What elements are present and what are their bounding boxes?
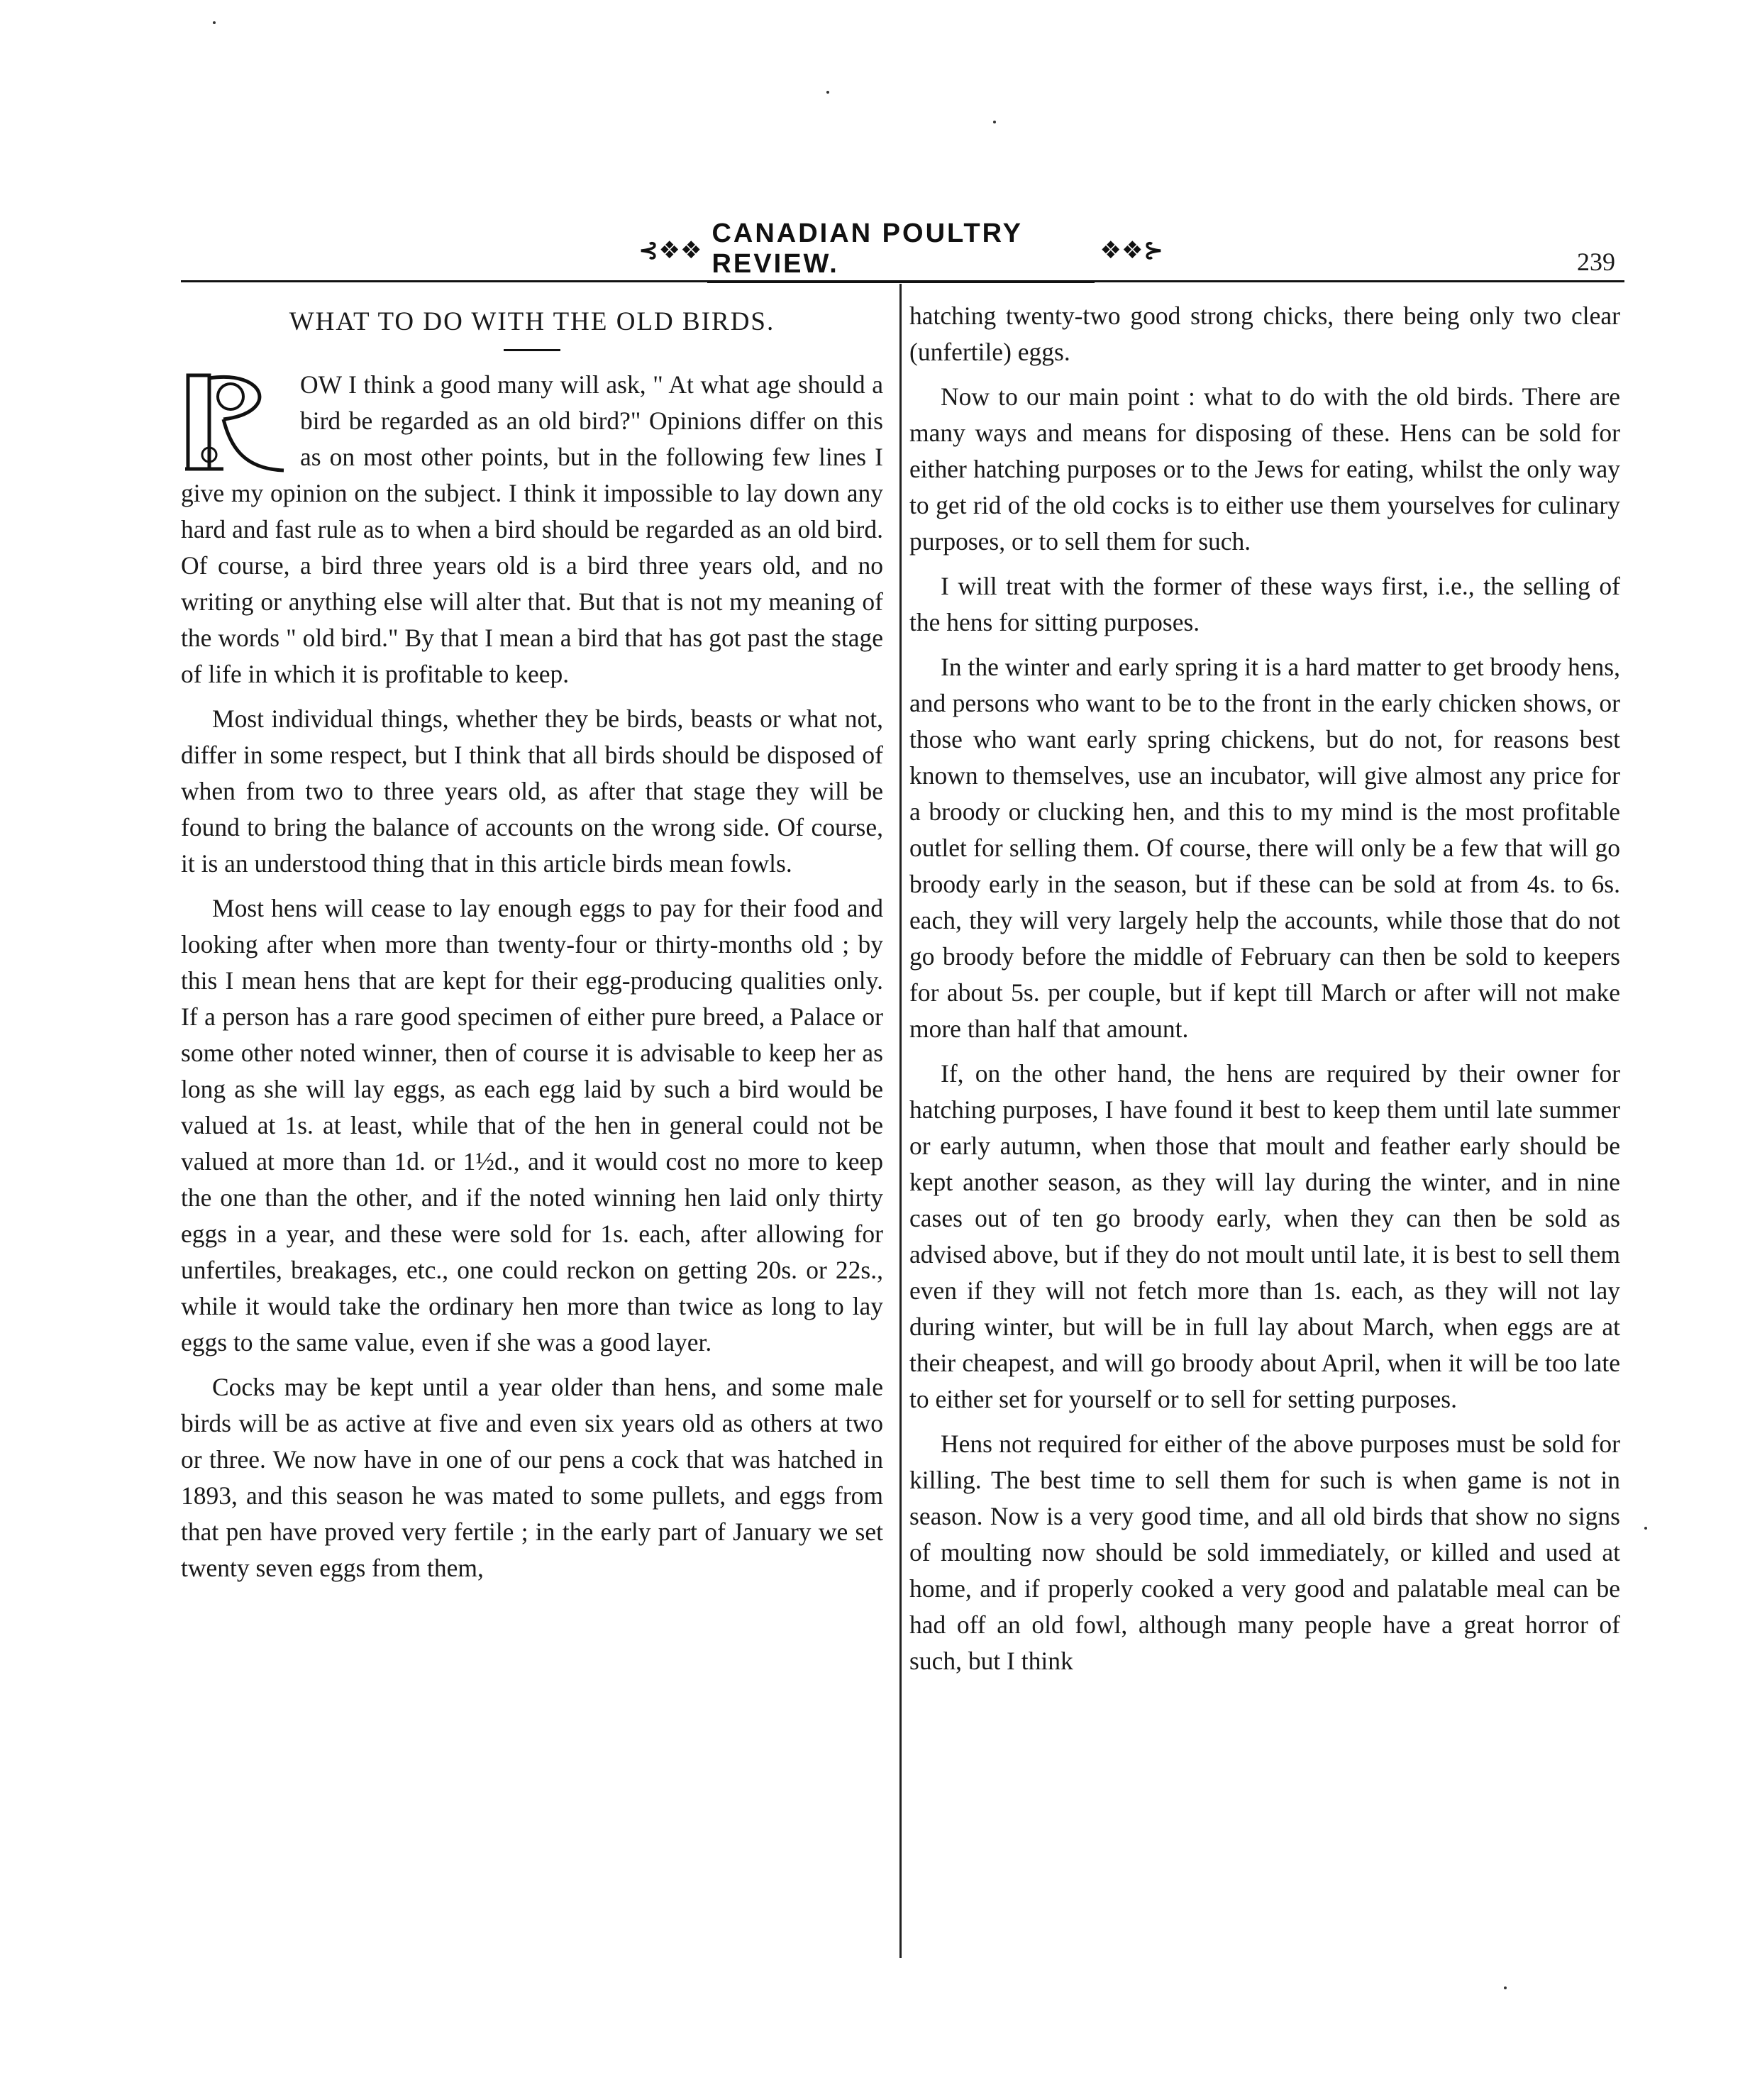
article-paragraph: In the winter and early spring it is a hard matter to get broody hens, and persons who want to be to the front in the early chicken shows, or those who want early spring chickens, but do not, for reasons best known to themselves, use an incubator, will give almost any price for a broody or clucking hen, and this to my mind is the most profitable outlet for selling them. Of course, there will only be a few that will go broody early in the season, but if these can be sold at from 4s. to 6s. each, they will very largely help the accounts, while those that do not go broody before the middle of February can then be sold to keepers for about 5s. per couple, but if kept till March or after will not make more than half that amount. <box>909 653 1620 1043</box>
print-speck <box>1644 1527 1647 1530</box>
masthead <box>638 218 1163 279</box>
print-speck <box>1504 1986 1507 1989</box>
masthead-title: CANADIAN POULTRY REVIEW. <box>707 219 1094 283</box>
article-paragraph: Now to our main point : what to do with the old birds. There are many ways and means for disposing of these. Hens can be sold for either hatching purposes or to the Jews for eating, whilst the only way to get rid of the old cocks is to either use them yourselves for culinary purposes, or to sell them for such. <box>909 382 1620 556</box>
heading-rule <box>504 349 560 351</box>
ornate-letter-icon <box>181 370 287 475</box>
print-speck <box>826 91 829 94</box>
print-speck <box>993 121 996 123</box>
right-column <box>909 298 1620 1688</box>
masthead-ornament-left: ⊰❖❖ <box>638 237 702 264</box>
column-divider <box>899 284 902 1958</box>
article-heading: WHAT TO DO WITH THE OLD BIRDS. <box>289 307 775 336</box>
article-paragraph: hatching twenty-two good strong chicks, there being only two clear (unfertile) eggs. <box>909 302 1620 366</box>
article-paragraph: Most individual things, whether they be birds, beasts or what not, differ in some respect, but I think that all birds should be disposed of when from two to three years old, as after that stage they will be found to bring the balance of accounts on the wrong side. Of course, it is an understood thing that in this article birds mean fowls. <box>181 704 883 878</box>
article-paragraph: If, on the other hand, the hens are required by their owner for hatching purposes, I have found it best to keep them until late summer or early autumn, when those that moult and feather early should be kept another season, as they will lay during the winter, and in nine cases out of ten go broody early, when they can then be sold as advised above, but if they do not moult until late, it is best to sell them even if they will not fetch more than 1s. each, as they will not lay during winter, but will be in full lay about March, when eggs are at their cheapest, and will go broody about April, when it will be too late to either set for yourself or to sell for setting purposes. <box>909 1059 1620 1413</box>
article-paragraph <box>181 367 883 692</box>
page-number: 239 <box>1577 248 1615 276</box>
article-paragraph: Most hens will cease to lay enough eggs to pay for their food and looking after when more than twenty-four or thirty-months old ; by this I mean hens that are kept for their egg-producing qualities only. If a person has a rare good specimen of either pure breed, a Palace or some other noted winner, then of course it is advisable to keep her as long as she will lay eggs, as each egg laid by such a bird would be valued at 1s. at least, while that of the hen in general could not be valued at more than 1d. or 1½d., and it would cost no more to keep the one than the other, and if the noted winning hen laid only thirty eggs in a year, and these were sold for 1s. each, after allowing for unfertiles, breakages, etc., one could reckon on getting 20s. or 22s., while it would take the ordinary hen more than twice as long to lay eggs to the same value, even if she was a good layer. <box>181 894 883 1356</box>
article-paragraph: Hens not required for either of the above purposes must be sold for killing. The best time to sell them for such is when game is not in season. Now is a very good time, and all old birds that show no signs of moulting now should be sold immediately, or killed and used at home, and if properly cooked a very good and palatable meal can be had off an old fowl, although many people have a great horror of such, but I think <box>909 1430 1620 1675</box>
drop-cap-ornament <box>181 370 287 475</box>
header-rule <box>181 280 1624 282</box>
article-paragraph: Cocks may be kept until a year older than hens, and some male birds will be as active at five and even six years old as others at two or three. We now have in one of our pens a cock that was hatched in 1893, and this season he was mated to some pullets, and eggs from that pen have proved very fertile ; in the early part of January we set twenty seven eggs from them, <box>181 1373 883 1582</box>
article-paragraph: I will treat with the former of these ways first, i.e., the selling of the hens for sitting purposes. <box>909 572 1620 636</box>
print-speck <box>213 21 216 24</box>
left-column <box>181 298 883 1595</box>
paragraph-text: OW I think a good many will ask, " At what age should a bird be regarded as an old bird?" Opinions differ on this as on most other points, but in the following few lines I give my opinion on the subject. I think it impossible to lay down any hard and fast rule as to when a bird should be regarded as an old bird. Of course, a bird three years old is a bird three years old, and no writing or anything else will alter that. But that is not my meaning of the words " old bird." By that I mean a bird that has got past the stage of life in which it is profitable to keep. <box>181 370 883 688</box>
masthead-ornament-right: ❖❖⊱ <box>1100 237 1163 264</box>
